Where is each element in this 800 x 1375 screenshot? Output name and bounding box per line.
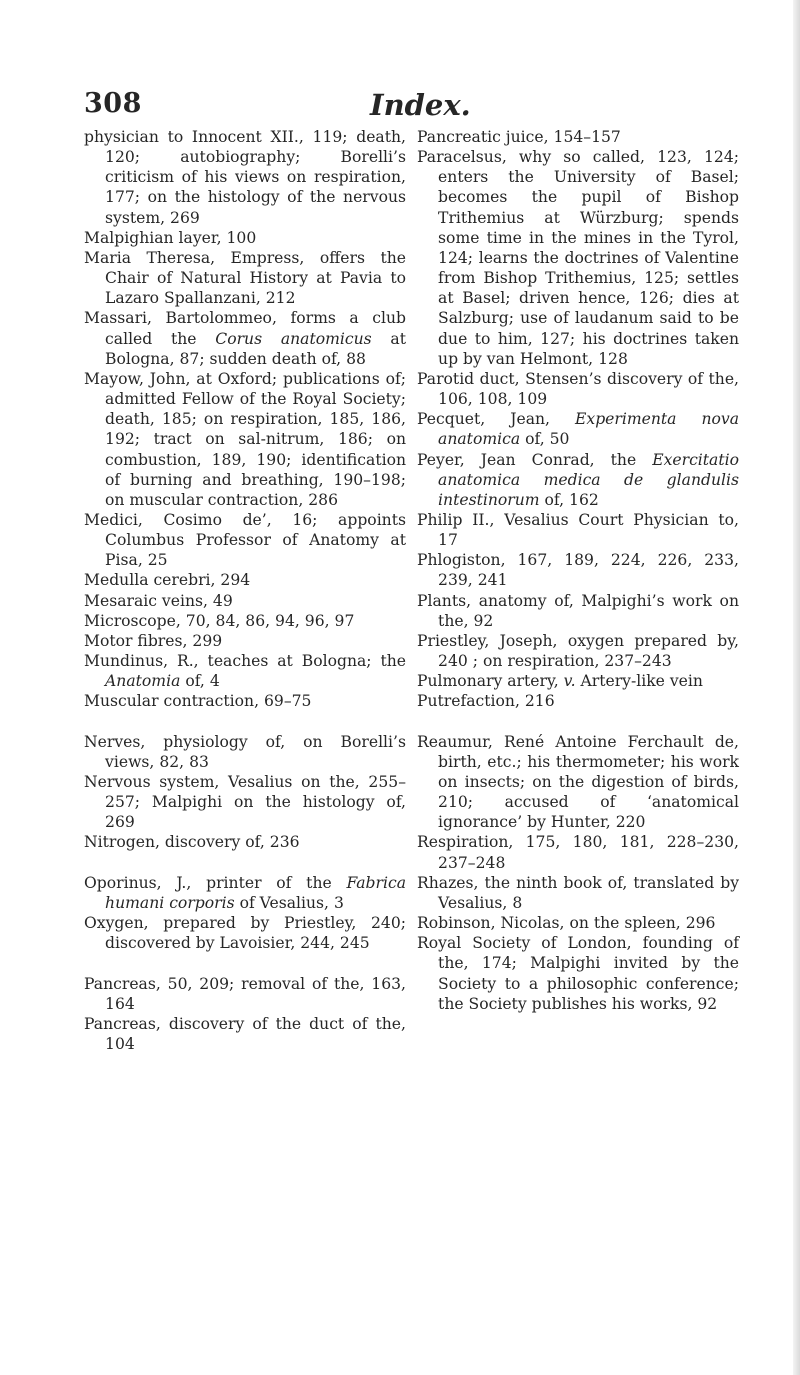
index-entry-text: Mesaraic veins, 49 <box>84 591 233 610</box>
index-entry-italic-text: Anatomia <box>105 672 181 691</box>
index-entry-text: Microscope, 70, 84, 86, 94, 96, 97 <box>84 611 355 630</box>
index-entry <box>84 772 406 832</box>
index-entry <box>84 631 406 651</box>
index-entry-text: Pancreas, 50, 209; removal of the, 163, 164 <box>84 974 406 1013</box>
index-entry-text: Massari, Bartolommeo, forms a club called the <box>84 309 406 348</box>
index-entry <box>417 873 739 913</box>
index-entry <box>84 732 406 772</box>
index-entry-text: Rhazes, the ninth book of, translated by Vesalius, 8 <box>417 873 739 912</box>
index-entry <box>417 409 739 449</box>
index-entry <box>417 450 739 510</box>
index-entry-text: Putrefaction, 216 <box>417 692 555 711</box>
index-entry-text: Pecquet, Jean, <box>417 410 576 429</box>
index-entry-text: Royal Society of London, founding of the, 174; Malpighi invited by the Society to a philosophic conference; the Society publishes his works, 92 <box>417 934 739 1013</box>
index-entry-text: Pancreas, discovery of the duct of the, 104 <box>84 1014 406 1053</box>
index-entry-text: Mundinus, R., teaches at Bologna; the <box>84 652 406 671</box>
index-entry <box>417 510 739 550</box>
page-edge-shadow <box>793 0 800 1375</box>
index-entry-italic-text: Corus anatomicus <box>215 329 372 348</box>
index-entry <box>84 832 406 852</box>
index-entry-text: Priestley, Joseph, oxygen prepared by, 240 ; on respiration, 237–243 <box>417 631 739 671</box>
index-entry <box>84 570 406 590</box>
index-entry <box>84 591 406 611</box>
index-entry-text: Reaumur, René Antoine Ferchault de, birth, etc.; his thermometer; his work on insects; on the digestion of birds, 210; accused of ‘anatomical ignorance’ by Hunter, 220 <box>417 732 739 832</box>
index-entry <box>417 369 739 409</box>
index-entry-text: Mayow, John, at Oxford; publications of; admitted Fellow of the Royal Society; death, 185; on respiration, 185, 186, 192; tract on sal-nitrum, 186; on combustion, 189, 190; identification of burning and breathing, 190–198; on muscular contraction, 286 <box>84 369 406 509</box>
index-entry <box>417 591 739 631</box>
index-entry-text: Oporinus, J., printer of the <box>84 873 347 892</box>
index-entry <box>417 933 739 1014</box>
index-entry <box>417 550 739 590</box>
index-entry <box>84 873 406 913</box>
index-entry-text: Respiration, 175, 180, 181, 228–230, 237–248 <box>417 833 739 872</box>
index-entry <box>84 127 406 228</box>
index-entry-text: Motor fibres, 299 <box>84 631 223 650</box>
index-entry <box>84 1014 406 1054</box>
index-column-right <box>417 127 739 1014</box>
index-entry <box>84 651 406 691</box>
index-column-left <box>84 127 406 1054</box>
index-entry-italic-text: v. <box>563 672 576 691</box>
index-entry-text: physician to Innocent XII., 119; death, 120; autobiography; Borelli’s criticism of his views on respiration, 177; on the histology of the nervous system, 269 <box>84 128 406 227</box>
index-entry-text: Phlogiston, 167, 189, 224, 226, 233, 239, 241 <box>417 551 739 590</box>
index-entry <box>417 691 739 711</box>
index-entry <box>84 691 406 711</box>
index-entry-text: Medulla cerebri, 294 <box>84 571 251 590</box>
page-number: 308 <box>84 88 142 119</box>
index-entry-text: Robinson, Nicolas, on the spleen, 296 <box>417 914 716 933</box>
index-entry-text: of, 4 <box>180 672 220 691</box>
index-entry <box>84 974 406 1014</box>
index-entry <box>84 611 406 631</box>
index-entry-text: Nitrogen, discovery of, 236 <box>84 833 300 852</box>
index-entry <box>84 913 406 953</box>
index-entry <box>84 308 406 368</box>
index-entry-text: of, 50 <box>520 430 570 449</box>
index-entry-text: Nerves, physiology of, on Borelli’s views, 82, 83 <box>84 732 406 771</box>
index-entry <box>417 671 739 691</box>
index-entry-text: Artery-like vein <box>575 672 703 691</box>
index-entry-italic-text: Exercitatio anatomica medica de glandulis intestinorum <box>438 450 739 509</box>
index-entry-text: Parotid duct, Stensen’s discovery of the, 106, 108, 109 <box>417 369 739 409</box>
index-entry-text: Nervous system, Vesalius on the, 255–257; Malpighi on the histology of, 269 <box>84 772 406 832</box>
index-entry-text: Plants, anatomy of, Malpighi’s work on the, 92 <box>417 591 739 630</box>
index-entry-text: Medici, Cosimo de’, 16; appoints Columbus Professor of Anatomy at Pisa, 25 <box>84 510 406 570</box>
index-entry-text: Oxygen, prepared by Priestley, 240; discovered by Lavoisier, 244, 245 <box>84 914 406 953</box>
index-entry-italic-text: Fabrica humani corporis <box>105 873 406 912</box>
index-entry <box>417 832 739 872</box>
index-entry-text: at Bologna, 87; sudden death of, 88 <box>105 329 406 368</box>
index-entry-text: Peyer, Jean Conrad, the <box>417 450 653 469</box>
index-entry <box>417 147 739 369</box>
index-entry <box>84 228 406 248</box>
index-entry <box>417 732 739 833</box>
index-entry-text: Paracelsus, why so called, 123, 124; enters the University of Basel; becomes the pupil of Bishop Trithemius at Würzburg; spends some time in the mines in the Tyrol, 124; learns the doctrines of Valentine from Bishop Trithemius, 125; settles at Basel; driven hence, 126; dies at Salzburg; use of laudanum said to be due to him, 127; his doctrines taken up by van Helmont, 128 <box>417 148 739 368</box>
index-entry-text: Pancreatic juice, 154–157 <box>417 128 621 146</box>
running-title: Index. <box>370 88 471 122</box>
index-entry <box>84 369 406 510</box>
index-entry-text: of, 162 <box>539 490 599 509</box>
index-entry-text: Philip II., Vesalius Court Physician to, 17 <box>417 510 739 550</box>
index-entry <box>417 913 739 933</box>
index-entry-text: Malpighian layer, 100 <box>84 228 257 247</box>
index-entry <box>417 127 739 147</box>
index-entry-text: of Vesalius, 3 <box>234 893 344 912</box>
index-entry-italic-text: Experimenta nova anatomica <box>438 410 740 449</box>
index-entry <box>84 510 406 570</box>
index-entry <box>84 248 406 308</box>
index-entry <box>417 631 739 671</box>
index-entry-text: Pulmonary artery, <box>417 672 564 691</box>
index-entry-text: Muscular contraction, 69–75 <box>84 692 312 711</box>
index-entry-text: Maria Theresa, Empress, offers the Chair of Natural History at Pavia to Lazaro Spallanzani, 212 <box>84 248 406 308</box>
